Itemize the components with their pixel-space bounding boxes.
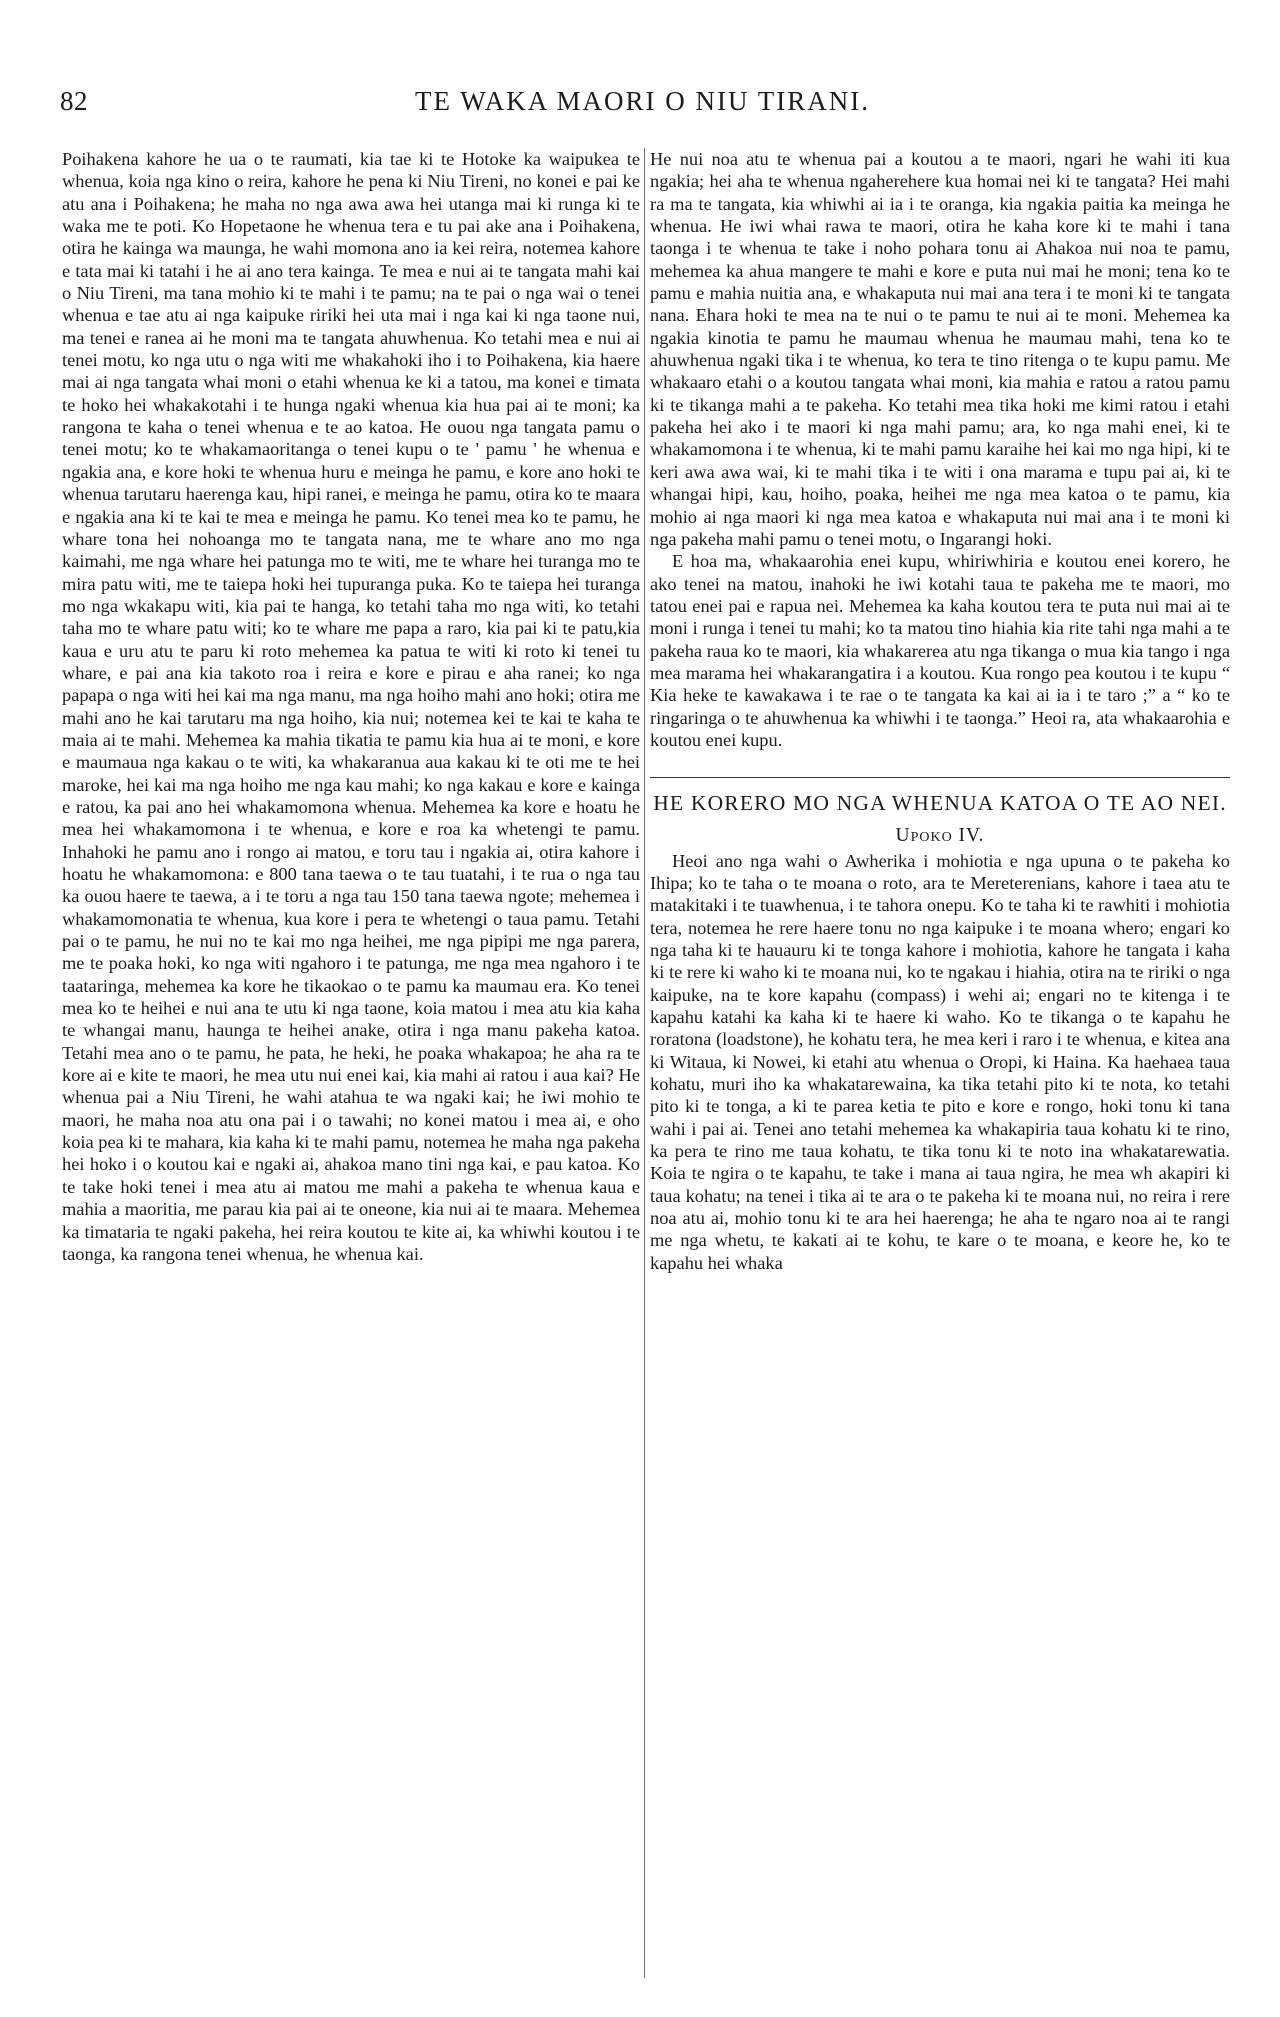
right-paragraph-2: E hoa ma, whakaarohia enei kupu, whiriwhiria e koutou enei korero, he ako tenei na matou, inahoki he iwi kotahi taua te pakeha me te maori, mo tatou enei pai e rapua nei. Mehemea ka kaha koutou tera te puta nui mai ai te moni i runga i tenei tu mahi; ko ta matou tino hiahia kia rite tahi nga mahi a te pakeha raua ko te maori, kia whakarerea atu nga tikanga o mua kia tango i nga mea marama hei whakarangatira i a koutou. Kua rongo pea koutou i te kupu “ Kia heke te kawakawa i te rae o te tangata ka kai ai ia i te taro ;” a “ ko te ringaringa o te ahuwhenua ka whiwhi i te taonga.” Heoi ra, ata whakaarohia e koutou enei kupu.	[650, 551, 1230, 750]
chapter-heading: Upoko IV.	[895, 825, 985, 847]
running-title: TE WAKA MAORI O NIU TIRANI.	[415, 86, 870, 116]
page-header	[60, 86, 1225, 126]
section-title: HE KORERO MO NGA WHENUA KATOA O TE AO NEI.	[653, 791, 1227, 816]
section-rule	[650, 777, 1230, 778]
right-column	[650, 148, 1230, 1274]
left-column	[62, 148, 640, 1265]
page-number: 82	[60, 86, 88, 116]
right-paragraph-3: Heoi ano nga wahi o Awherika i mohiotia e nga upuna o te pakeha ko Ihipa; ko te taha o te moana o roto, ara te Mereterenians, kahore i taea atu te matakitaki i te tuawhenua, i te tahora onepu. Ko te taha ki te rawhiti i mohiotia tera, notemea he rere haere tonu no nga kaipuke i te moana whero; engari ko nga taha ki te hauauru ki te tonga kahore i mohiotia, kahore he tangata i kaha ki te rere ki waho ki te moana nui, ko te ngakau i hiahia, otira na te ririki o nga kaipuke, na te kore kapahu (compass) i wehi ai; engari no te kitenga i te kapahu katahi ka kaha ki te haere ki waho. Ko te tikanga o te kapahu he roratona (loadstone), he kohatu tera, he mea keri i raro i te whenua, e kitea ana ki Witaua, ki Nowei, ki etahi atu whenua o Oropi, ki Haina. Ka haehaea taua kohatu, muri iho ka whakatarewaina, ka tika tetahi pito ki te nota, ko tetahi pito ki te tonga, a ki te parea ketia te pito e kore e rongo, hoki tonu ki tana wahi i pai ai. Tenei ano tetahi mehemea ka whakapiria taua kohatu ki te rino, ka pera te rino me taua kohatu, te tika tonu ki te noto ina whakatarewatia. Koia te ngira o te kapahu, te take i mana ai taua ngira, he mea wh akapiri ki taua kohatu; na tenei i tika ai te ara o te pakeha ki te moana nui, no reira i rere noa atu ai, mohio tonu ki te ara hei haerenga; he aha te ngaro noa ai te rangi me nga whetu, te kakati ai te kohu, te kare o te moana, e keore he, ko te kapahu hei whaka	[650, 850, 1230, 1273]
right-paragraph-1: He nui noa atu te whenua pai a koutou a te maori, ngari he wahi iti kua ngakia; hei aha te whenua ngaherehere kua homai nei ki te tangata? Hei mahi ra ma te tangata, kia whiwhi ai ia i te oranga, kia ngakia paitia ka meinga he whenua. He iwi whai rawa te maori, otira he kaha kore ki te mahi i tana taonga i te whenua te take i noho pohara tonu ai Ahakoa nui noa te pamu, mehemea ka ahua mangere te mahi e kore e puta nui mai he moni; tena ko te pamu e mahia nuitia ana, e whakaputa nui mai ana tera i te moni ki te tangata nana. Ehara hoki te mea na te nui o te pamu te nui ai te moni. Mehemea ka ngakia kinotia te pamu he maumau whenua he maumau mahi, tena ko te ahuwhenua ngaki tika i te whenua, ko tera te tino ritenga o te kupu pamu. Me whakaaro etahi o a koutou tangata whai moni, kia mahia e ratou a ratou pamu ki te tikanga mahi a te pakeha. Ko tetahi mea tika hoki me kimi ratou i etahi pakeha hei ako i te maori ki nga mahi pamu; ara, ko nga mahi enei, ki te whakamomona i te whenua, ki te mahi pamu karaihe hei kai mo nga hipi, ki te keri awa awa wai, ki te mahi tika i te witi i ona marama e tupu pai ai, ki te whangai hipi, kau, hoiho, poaka, heihei me nga mea katoa o te pamu, kia mohio ai nga maori ki nga mea katoa e whakaputa nui mai ana i te moni ki nga pakeha mahi pamu o tenei motu, o Ingarangi hoki.	[650, 149, 1230, 549]
column-divider	[644, 148, 645, 1978]
left-paragraph: Poihakena kahore he ua o te raumati, kia tae ki te Hotoke ka waipukea te whenua, koia nga kino o reira, kahore he pena ki Niu Tireni, no konei e pai ke atu ana i Poihakena; he maha no nga awa awa hei utanga mai ki runga ki te waka me te poti. Ko Hopetaone he whenua tera e tu pai ake ana i Poihakena, otira he kainga wa maunga, he wahi momona ano ia kei reira, notemea kahore e tata mai ki tatahi i he ai ano tera kainga. Te mea e nui ai te tangata mahi kai o Niu Tireni, ma tana mohio ki te mahi i te pamu; na te pai o nga wai o tenei whenua e tae atu ai nga kaipuke ririki hei uta mai i nga kai ki nga taone nui, ma tenei e ranea ai he moni ma te tangata ahuwhenua. Ko tetahi mea e nui ai tenei motu, ko nga utu o nga witi me whakahoki iho i to Poihakena, kia haere mai ai nga tangata whai moni o etahi whenua ke ki a tatou, ma konei e timata te hoko hei whakakotahi i te hunga ngaki whenua kia hua pai ai te moni; ka rangona te kaha o tenei whenua e te ao katoa. He ouou nga tangata pamu o tenei motu; ko te whakamaoritanga o tenei kupu o te ' pamu ' he whenua e ngakia ana, e kore hoki te whenua huru e meinga he pamu, e kore ano hoki te whenua tarutaru haerenga kau, hipi ranei, e meinga he pamu, otira ko te maara e ngakia ana ki te kai te mea e meinga he pamu. Ko tenei mea ko te pamu, he whare tona hei nohoanga mo te tangata nana, me te whare ano mo nga kaimahi, me nga whare hei patunga mo te witi, me te whare hei turanga mo te mira patu witi, me te taiepa hoki hei tupuranga puka. Ko te taiepa hei turanga mo nga wkakapu witi, kia pai te hanga, ko tetahi taha mo nga witi, ko tetahi taha mo te whare patu witi; ko te whare me papa a raro, kia pai ki te patu,kia kaua e uru atu te paru ki roto mehemea ka patua te witi ki roto ki tenei tu whare, e pai ana kia takoto roa i reira e kore e pirau e aha ranei; ko nga papapa o nga witi hei kai ma nga manu, ma nga hoiho mahi ano hoki; otira me mahi ano he kai tarutaru ma nga hoiho, kia nui; notemea kei te kai te kaha te maia ai te mahi. Mehemea ka mahia tikatia te pamu kia hua ai te moni, e kore e maumaua nga kakau o te witi, ka whakaranua aua kakau ki te oti me te hei maroke, hei kai ma nga hoiho me nga kau mahi; ko nga kakau e kore e kainga e ratou, ka pai ano hei whakamomona whenua. Mehemea ka kore e hoatu he mea hei whakamomona i te whenua, e kore e roa ka whetengi te pamu. Inhahoki he pamu ano i rongo ai matou, e toru tau i ngakia ai, otira kahore i hoatu he whakamomona: e 800 tana taewa o te tau tuatahi, i te rua o nga tau ka ouou haere te taewa, a i te toru a nga tau 150 tana taewa ngote; mehemea i whakamomonatia te whenua, kua kore i pera te whetengi o taua pamu. Tetahi pai o te pamu, he nui no te kai mo nga heihei, me nga pipipi me nga parera, me te poaka hoki, ko nga witi ngahoro i te patunga, me nga mea ngahoro i te taataringa, mehemea ka kore he tikaokao o te pamu ka maumau era. Ko tenei mea ko te heihei e nui ana te utu ki nga taone, koia matou i mea atu kia kaha te whangai manu, haunga te heihei anake, otira i nga manu pakeha katoa. Tetahi mea ano o te pamu, he pata, he heki, he poaka whakapoa; he aha ra te kore ai e kite te maori, he mea utu nui enei kai, kia mahi ai ratou i aua kai? He whenua pai a Niu Tireni, he wahi atahua te wa ngaki kai; he iwi mohio te maori, he maha noa atu ona pai i o tawahi; no konei matou i mea ai, e oho koia pea ki te mahara, kia kaha ki te mahi pamu, notemea he maha nga pakeha hei hoko i o koutou kai e ngaki ai, ahakoa mano tini nga kai, e pau katoa. Ko te take hoki tenei i mea atu ai matou me mahi a pakeha te whenua kaua e mahia a maoritia, me parau kia pai ai te oneone, kia nui ai te maara. Mehemea ka timataria te ngaki pakeha, hei reira koutou te kite ai, ka whiwhi koutou i te taonga, ka rangona tenei whenua, he whenua kai.	[62, 149, 640, 1264]
